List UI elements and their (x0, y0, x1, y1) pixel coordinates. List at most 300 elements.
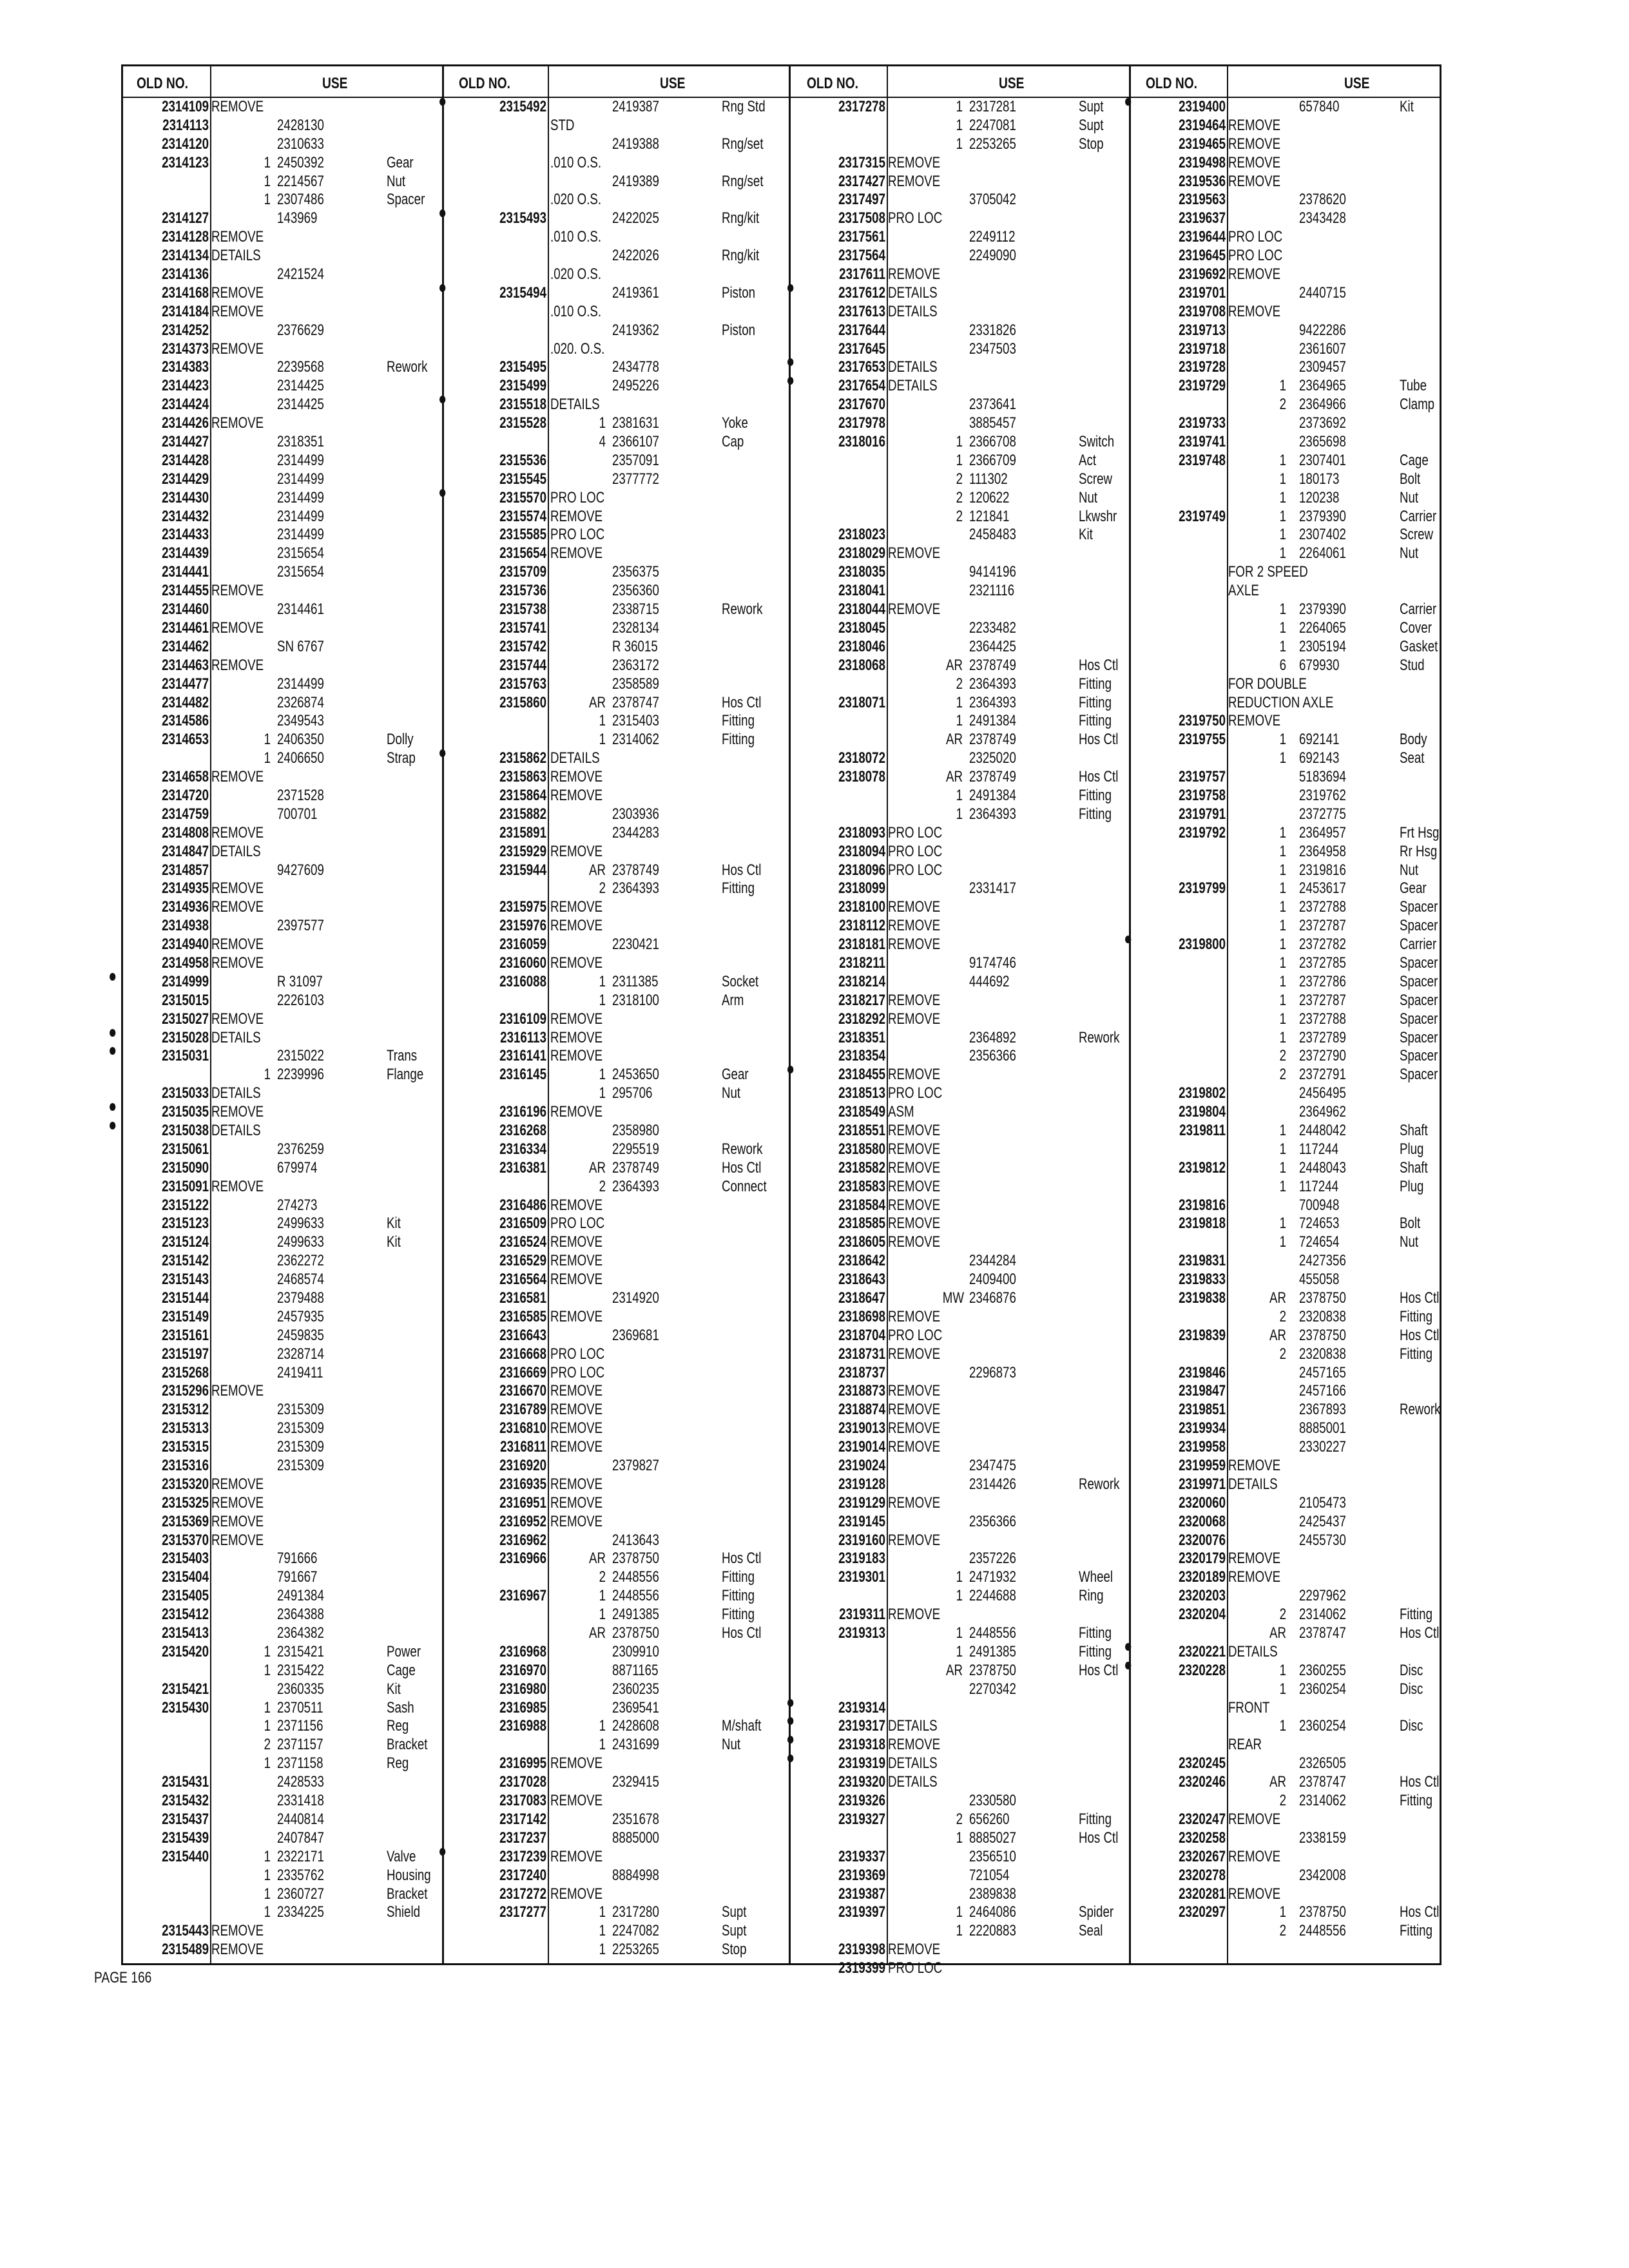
part-description: Hos Ctl (1079, 656, 1119, 674)
old-number: 2319728 (1179, 358, 1226, 376)
new-part-number: 2378749 (969, 731, 1016, 749)
quantity: AR (588, 1550, 606, 1568)
table-row (790, 1010, 1129, 1029)
table-row (443, 489, 789, 508)
table-row (121, 1829, 442, 1848)
table-row (121, 861, 442, 880)
quantity: 1 (1279, 936, 1286, 954)
use-text: REMOVE (1228, 1550, 1281, 1568)
new-part-number: 2364393 (612, 879, 659, 898)
old-number: 2317083 (499, 1792, 546, 1810)
old-number: 2319692 (1179, 265, 1226, 284)
table-row (121, 1438, 442, 1457)
part-description: Bolt (1400, 470, 1421, 488)
new-part-number: 2314499 (277, 451, 324, 469)
table-row (1130, 1792, 1440, 1811)
new-part-bullet-icon (1125, 1643, 1131, 1651)
new-part-number: 2343428 (1299, 209, 1346, 227)
quantity: 1 (264, 1903, 271, 1921)
table-row (443, 1029, 789, 1048)
use-text: REMOVE (888, 917, 941, 935)
new-part-number: 2378750 (969, 1661, 1016, 1679)
old-number: 2315142 (162, 1252, 209, 1270)
old-number: 2315325 (162, 1494, 209, 1512)
part-description: Nut (722, 1736, 741, 1754)
table-row (443, 768, 789, 787)
new-part-number: 2471932 (969, 1568, 1016, 1586)
new-part-number: 2239568 (277, 358, 324, 376)
part-description: Reg (387, 1754, 409, 1773)
new-part-number: 2491384 (277, 1587, 324, 1605)
old-number: 2319498 (1179, 153, 1226, 171)
new-part-number: 2373692 (1299, 414, 1346, 432)
old-number: 2315499 (499, 377, 546, 395)
old-number: 2314134 (162, 247, 209, 265)
old-number: 2314433 (162, 526, 209, 544)
table-row (443, 1289, 789, 1308)
old-number: 2315432 (162, 1792, 209, 1810)
old-number: 2319718 (1179, 340, 1226, 358)
old-number: 2314940 (162, 936, 209, 954)
new-part-number: 2464086 (969, 1903, 1016, 1921)
old-number: 2315420 (162, 1642, 209, 1660)
quantity: 2 (264, 1736, 271, 1754)
part-description: Seal (1079, 1922, 1103, 1940)
table-row (790, 601, 1129, 619)
table-row (1130, 563, 1440, 582)
new-part-number: 2334225 (277, 1903, 324, 1921)
new-part-number: 2317281 (969, 98, 1016, 115)
quantity: 1 (599, 414, 606, 432)
quantity: 1 (956, 1642, 963, 1660)
new-part-number: 2457935 (277, 1307, 324, 1325)
new-part-number: 2371528 (277, 786, 324, 804)
quantity: 2 (1279, 1066, 1286, 1084)
new-part-number: 2373641 (969, 396, 1016, 414)
new-part-number: 9174746 (969, 954, 1016, 972)
use-text: REMOVE (550, 544, 603, 562)
old-number: 2317653 (838, 358, 885, 376)
new-part-bullet-icon (439, 749, 445, 757)
old-number: 2315439 (162, 1829, 209, 1847)
old-number: 2314127 (162, 209, 209, 227)
new-part-number: 656260 (969, 1810, 1010, 1828)
old-number: 2318045 (838, 619, 885, 637)
new-part-bullet-icon (110, 973, 115, 981)
new-part-number: 2363172 (612, 656, 659, 674)
quantity: 2 (956, 1810, 963, 1828)
table-row (121, 936, 442, 954)
old-number: 2315031 (162, 1047, 209, 1065)
new-part-number: 2455730 (1299, 1531, 1346, 1549)
old-number: 2314847 (162, 842, 209, 860)
use-text: REMOVE (550, 1382, 603, 1400)
table-row (1130, 1662, 1440, 1680)
new-part-number: 2495226 (612, 377, 659, 395)
quantity: 1 (1279, 1140, 1286, 1158)
use-text: REMOVE (888, 1736, 941, 1754)
old-number: 2320278 (1179, 1866, 1226, 1884)
use-text: FOR 2 SPEED (1228, 563, 1308, 581)
table-row (790, 1457, 1129, 1475)
table-row (1130, 1010, 1440, 1029)
quantity: 1 (599, 1903, 606, 1921)
part-description: Cover (1400, 619, 1432, 637)
use-text: REMOVE (550, 1438, 603, 1456)
table-row (790, 414, 1129, 433)
old-number: 2315149 (162, 1307, 209, 1325)
new-part-number: 444692 (969, 972, 1010, 990)
table-row (443, 209, 789, 228)
part-description: Nut (1079, 488, 1098, 506)
old-number: 2320076 (1179, 1531, 1226, 1549)
table-row (443, 1736, 789, 1754)
quantity: 1 (264, 1847, 271, 1865)
use-text: STD (550, 116, 575, 134)
use-text: REMOVE (211, 823, 264, 841)
use-text: REMOVE (550, 1885, 603, 1903)
old-number: 2318029 (838, 544, 885, 562)
part-description: Spacer (1400, 898, 1438, 916)
use-text: REMOVE (550, 1754, 603, 1773)
table-row (443, 396, 789, 414)
new-part-number: 2378747 (612, 693, 659, 711)
quantity: 2 (1279, 1922, 1286, 1940)
old-number: 2318737 (838, 1363, 885, 1381)
new-part-number: 2372785 (1299, 954, 1346, 972)
table-row (443, 1457, 789, 1475)
new-part-number: 2249112 (969, 228, 1016, 246)
part-description: Ring (1079, 1587, 1104, 1605)
new-part-number: 2314461 (277, 601, 324, 619)
old-number: 2319327 (838, 1810, 885, 1828)
part-description: Fitting (722, 1587, 755, 1605)
new-part-number: 455058 (1299, 1271, 1340, 1289)
new-part-number: 2421524 (277, 265, 324, 284)
table-row (443, 1773, 789, 1792)
part-description: Connect (722, 1177, 767, 1195)
old-number: 2314461 (162, 619, 209, 637)
old-number: 2314759 (162, 805, 209, 823)
table-row (443, 1066, 789, 1084)
table-row (790, 1959, 1129, 1978)
new-part-number: 2264065 (1299, 619, 1346, 637)
old-number: 2315268 (162, 1363, 209, 1381)
part-description: Nut (387, 172, 406, 190)
use-text: REMOVE (888, 1401, 941, 1419)
table-row (443, 1438, 789, 1457)
table-row (443, 265, 789, 284)
old-number: 2316670 (499, 1382, 546, 1400)
old-number: 2317978 (838, 414, 885, 432)
new-part-number: 2226103 (277, 991, 324, 1009)
header-use-3: USE (999, 75, 1025, 92)
quantity: 1 (1279, 972, 1286, 990)
parts-column-1 (121, 98, 442, 1959)
table-row (790, 992, 1129, 1010)
use-text: REMOVE (211, 1103, 264, 1121)
table-row (1130, 1494, 1440, 1513)
old-number: 2319311 (839, 1606, 885, 1624)
new-part-number: 2322171 (277, 1847, 324, 1865)
part-description: Rework (1079, 1028, 1120, 1046)
new-part-number: 2315422 (277, 1661, 324, 1679)
old-number: 2315315 (162, 1438, 209, 1456)
table-row (790, 1103, 1129, 1122)
old-number: 2318292 (838, 1010, 885, 1028)
old-number: 2317142 (499, 1810, 546, 1828)
old-number: 2315123 (162, 1215, 209, 1233)
new-part-number: 2360335 (277, 1680, 324, 1698)
use-text: REMOVE (888, 265, 941, 284)
use-text: REMOVE (550, 1307, 603, 1325)
old-number: 2316509 (499, 1215, 546, 1233)
use-text: REMOVE (888, 1158, 941, 1177)
old-number: 2319741 (1179, 433, 1226, 451)
old-number: 2318041 (838, 582, 885, 600)
old-number: 2315492 (499, 98, 546, 115)
table-row (1130, 936, 1440, 954)
old-number: 2319465 (1179, 135, 1226, 153)
table-row (790, 1233, 1129, 1252)
new-part-number: 2372786 (1299, 972, 1346, 990)
parts-column-2 (443, 98, 789, 1959)
quantity: 1 (1279, 1661, 1286, 1679)
new-part-bullet-icon (787, 1717, 793, 1725)
table-row (121, 1457, 442, 1475)
old-number: 2316980 (499, 1680, 546, 1698)
quantity: 1 (599, 972, 606, 990)
new-part-number: 2356510 (969, 1847, 1016, 1865)
table-row (121, 731, 442, 749)
table-row (790, 1587, 1129, 1606)
table-row (1130, 1159, 1440, 1178)
old-number: 2319757 (1179, 768, 1226, 786)
table-row (121, 1178, 442, 1196)
new-part-number: 679974 (277, 1158, 318, 1177)
table-row (121, 1624, 442, 1643)
part-description: Rework (1079, 1475, 1120, 1493)
table-row (790, 1159, 1129, 1178)
new-part-number: 2325020 (969, 749, 1016, 767)
table-row (443, 470, 789, 489)
table-row (121, 973, 442, 992)
parts-column-4 (1130, 98, 1440, 1941)
table-row (1130, 1271, 1440, 1289)
part-description: Trans (387, 1047, 418, 1065)
new-part-number: 2372789 (1299, 1028, 1346, 1046)
use-text: REMOVE (211, 302, 264, 320)
use-text: REMOVE (1228, 712, 1281, 730)
old-number: 2315091 (162, 1177, 209, 1195)
table-row (1130, 1680, 1440, 1699)
old-number: 2315585 (499, 526, 546, 544)
part-description: Bolt (1400, 1215, 1421, 1233)
new-part-number: 2314425 (277, 396, 324, 414)
quantity: 2 (599, 1177, 606, 1195)
old-number: 2318549 (838, 1103, 885, 1121)
new-part-number: 2448556 (1299, 1922, 1346, 1940)
use-text: REMOVE (1228, 1885, 1281, 1903)
table-row (790, 265, 1129, 284)
table-row (121, 917, 442, 936)
old-number: 2315929 (499, 842, 546, 860)
part-description: Spacer (1400, 972, 1438, 990)
table-row (790, 1419, 1129, 1438)
table-row (1130, 731, 1440, 749)
old-number: 2318642 (838, 1252, 885, 1270)
old-number: 2318023 (838, 526, 885, 544)
table-row (1130, 173, 1440, 191)
old-number: 2318094 (838, 842, 885, 860)
table-row (443, 657, 789, 675)
quantity: AR (1269, 1624, 1286, 1642)
old-number: 2315028 (162, 1028, 209, 1046)
old-number: 2315197 (162, 1345, 209, 1363)
use-text: FOR DOUBLE (1228, 675, 1307, 693)
quantity: 1 (1279, 842, 1286, 860)
table-row (443, 1606, 789, 1624)
table-row (443, 694, 789, 713)
old-number: 2319812 (1179, 1158, 1226, 1177)
part-description: Tube (1400, 377, 1427, 395)
table-row (443, 303, 789, 322)
table-row (121, 1699, 442, 1718)
old-number: 2315027 (162, 1010, 209, 1028)
new-part-number: 2499633 (277, 1215, 324, 1233)
old-number: 2319833 (1179, 1271, 1226, 1289)
old-number: 2317670 (838, 396, 885, 414)
table-row (790, 1327, 1129, 1345)
part-description: Fitting (1400, 1606, 1432, 1624)
table-row (1130, 508, 1440, 526)
table-row (121, 1680, 442, 1699)
table-row (443, 1010, 789, 1029)
old-number: 2314109 (162, 98, 209, 115)
table-row (443, 358, 789, 377)
use-text: REMOVE (211, 879, 264, 898)
old-number: 2318873 (838, 1382, 885, 1400)
new-part-bullet-icon (787, 1736, 793, 1744)
old-number: 2319387 (838, 1885, 885, 1903)
new-part-number: 2365698 (1299, 433, 1346, 451)
old-number: 2314168 (162, 284, 209, 302)
quantity: 1 (1279, 1903, 1286, 1921)
part-description: Wheel (1079, 1568, 1113, 1586)
new-part-number: 2457165 (1299, 1363, 1346, 1381)
old-number: 2318605 (838, 1233, 885, 1251)
quantity: 1 (264, 1642, 271, 1660)
new-part-number: 2319816 (1299, 861, 1346, 879)
use-text: .010 O.S. (550, 153, 602, 171)
part-description: Fitting (1079, 1810, 1112, 1828)
use-text: REMOVE (1228, 265, 1281, 284)
quantity: 1 (599, 1941, 606, 1959)
part-description: Nut (1400, 1233, 1419, 1251)
use-text: REMOVE (888, 1177, 941, 1195)
old-number: 2320267 (1179, 1847, 1226, 1865)
use-text: REMOVE (211, 1941, 264, 1959)
new-part-number: 2264061 (1299, 544, 1346, 562)
old-number: 2318072 (838, 749, 885, 767)
table-row (443, 805, 789, 824)
table-row (1130, 1773, 1440, 1792)
table-row (443, 879, 789, 898)
use-text: PRO LOC (550, 1363, 605, 1381)
old-number: 2315320 (162, 1475, 209, 1493)
new-part-number: 2364892 (969, 1028, 1016, 1046)
table-row (1130, 657, 1440, 675)
old-number: 2318071 (838, 693, 885, 711)
use-text: PRO LOC (550, 1345, 605, 1363)
old-number: 2318100 (838, 898, 885, 916)
table-row (790, 1178, 1129, 1196)
table-row (121, 1587, 442, 1606)
part-description: Fitting (1079, 712, 1112, 730)
old-number: 2314857 (162, 861, 209, 879)
old-number: 2315738 (499, 601, 546, 619)
part-description: Seat (1400, 749, 1425, 767)
table-row (121, 1606, 442, 1624)
new-part-number: 2448556 (612, 1587, 659, 1605)
new-part-number: 2356366 (969, 1047, 1016, 1065)
quantity: 1 (956, 98, 963, 115)
table-row (790, 526, 1129, 544)
quantity: 1 (599, 1587, 606, 1605)
use-text: ASM (888, 1103, 914, 1121)
table-row (1130, 1084, 1440, 1103)
table-row (443, 1922, 789, 1941)
new-part-number: 2378749 (612, 861, 659, 879)
part-description: Kit (387, 1680, 401, 1698)
new-part-number: 2458483 (969, 526, 1016, 544)
table-row (121, 284, 442, 303)
table-row (1130, 322, 1440, 340)
quantity: AR (945, 768, 963, 786)
table-row (121, 1773, 442, 1792)
table-row (790, 1736, 1129, 1754)
table-row (1130, 879, 1440, 898)
quantity: 2 (1279, 396, 1286, 414)
new-part-number: 2326874 (277, 693, 324, 711)
part-description: Flange (387, 1066, 424, 1084)
part-description: Piston (722, 284, 756, 302)
new-part-number: 2305194 (1299, 637, 1346, 655)
new-part-number: 3885457 (969, 414, 1016, 432)
old-number: 2317497 (838, 191, 885, 209)
table-row (121, 526, 442, 544)
table-row (121, 1419, 442, 1438)
old-number: 2320246 (1179, 1773, 1226, 1791)
new-part-number: 657840 (1299, 98, 1340, 115)
table-row (790, 973, 1129, 992)
use-text: REMOVE (550, 1028, 603, 1046)
old-number: 2314184 (162, 302, 209, 320)
old-number: 2315143 (162, 1271, 209, 1289)
quantity: 1 (1279, 377, 1286, 395)
table-row (1130, 1624, 1440, 1643)
table-row (121, 508, 442, 526)
use-text: REMOVE (211, 284, 264, 302)
quantity: MW (942, 1289, 965, 1307)
old-number: 2319846 (1179, 1363, 1226, 1381)
quantity: AR (588, 1624, 606, 1642)
part-description: Hos Ctl (1079, 1661, 1119, 1679)
old-number: 2317277 (499, 1903, 546, 1921)
table-row (790, 843, 1129, 861)
table-row (1130, 973, 1440, 992)
old-number: 2315864 (499, 786, 546, 804)
